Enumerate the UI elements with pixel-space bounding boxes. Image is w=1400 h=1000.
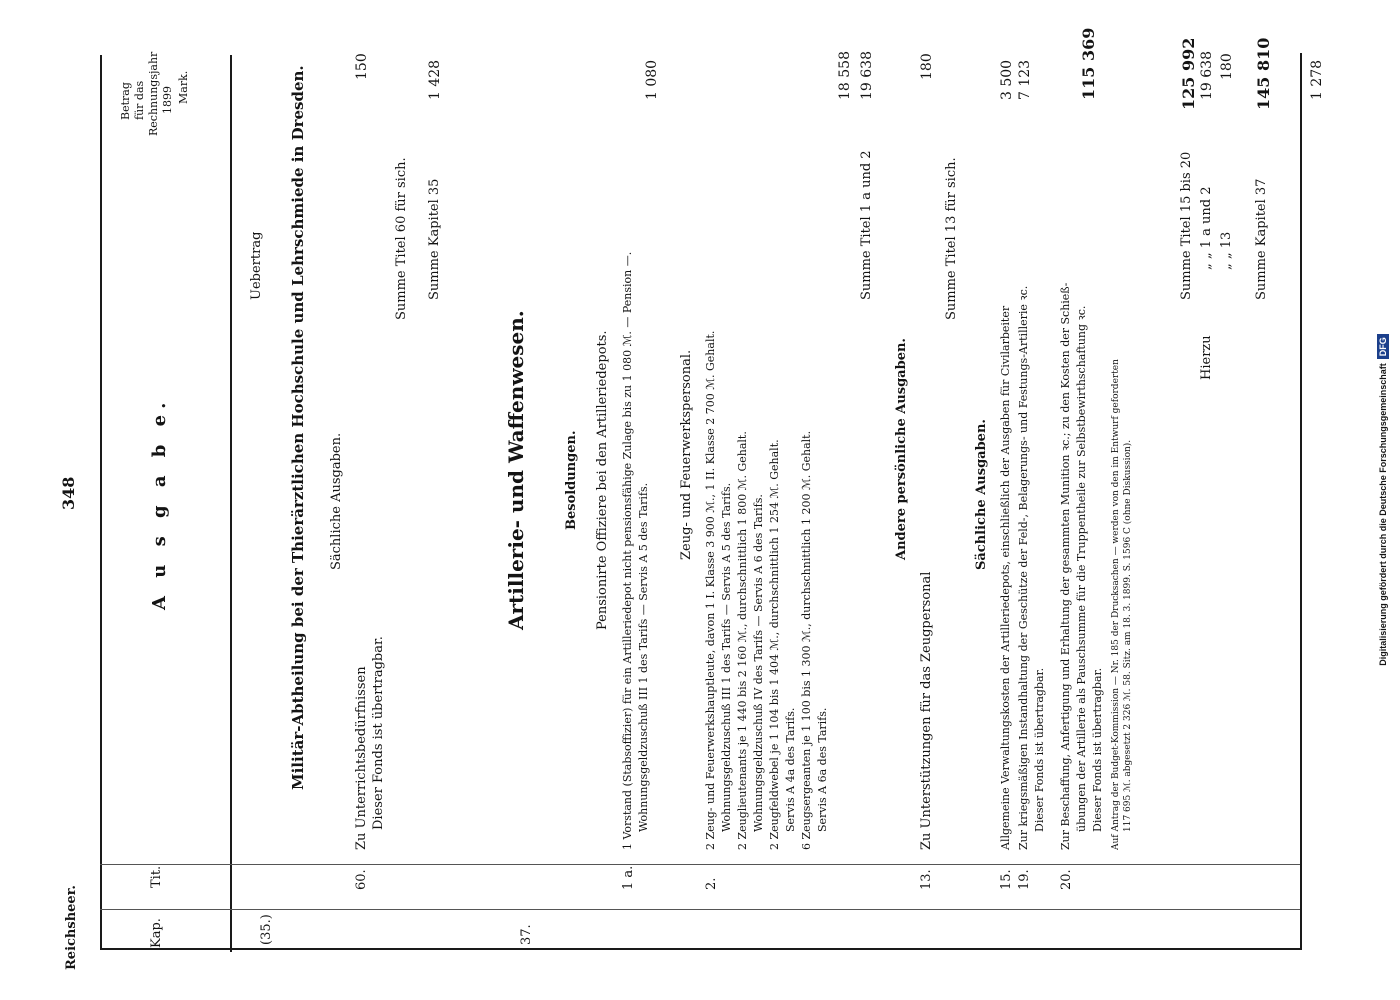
military-heading: Militär-Abtheilung bei der Thierärztlichen Hochschule und Lehrschmiede in Dresden. — [289, 65, 307, 790]
tit-2-line: Wohnungsgeldzuschuß III 1 des Tarifs — Servis A 5 des Tarifs. — [720, 482, 733, 832]
tit-2-line: Servis A 4a des Tarifs. — [784, 707, 797, 832]
summe-titel-15-20: Summe Titel 15 bis 20 — [1179, 151, 1194, 300]
summe-titel-1a-2: Summe Titel 1 a und 2 — [859, 150, 874, 300]
summe-kapitel-37: Summe Kapitel 37 — [1254, 178, 1269, 300]
tit-1a-line: Wohnungsgeldzuschuß III 1 des Tarifs — Servis A 5 des Tarifs. — [637, 482, 650, 832]
header-rule-top — [100, 55, 102, 950]
digitization-footer — [1366, 0, 1400, 1000]
tit-2-line: 2 Zeug- und Feuerwerkshauptleute, davon 1 I. Klasse 3 900 ℳ., 1 II. Klasse 2 700 ℳ. Gehalt. — [704, 330, 717, 850]
tit-1a-line: 1 Vorstand (Stabsoffizier) für ein Artilleriedepot nicht pensionsfähige Zulage bis zu 1 080 ℳ. — Pension —. — [621, 251, 634, 850]
tit-2-line: Wohnungsgeldzuschuß IV des Tarifs — Servis A 6 des Tarifs. — [752, 494, 765, 832]
kap-37-label: 37. — [519, 924, 534, 945]
header-rule — [230, 55, 232, 952]
tit-2: 2. — [704, 877, 719, 890]
column-header-tit: Tit. — [149, 865, 164, 888]
tit-15-value: 3 500 — [999, 59, 1015, 100]
tit-2-line: 6 Zeugsergeanten je 1 100 bis 1 300 ℳ., durchschnittlich 1 200 ℳ. Gehalt. — [800, 430, 813, 850]
amount-header-line: Rechnungsjahr — [147, 51, 160, 136]
tit-20-line: Zur Beschaffung, Anfertigung und Erhaltung der gesammten Munition ꝛc.; zu den Kosten der Schieß- — [1059, 282, 1072, 850]
kap-column-rule — [100, 909, 1300, 910]
main-title: A u s g a b e. — [149, 396, 170, 610]
hierzu-label: Hierzu — [1199, 335, 1214, 380]
tit-1a: 1 a. — [621, 865, 636, 890]
tit-19-text: Zur kriegsmäßigen Instandhaltung der Geschütze der Feld-, Belagerungs- und Festungs-Artillerie ꝛc. — [1017, 285, 1030, 850]
tit-19-note: Dieser Fonds ist übertragbar. — [1033, 667, 1046, 832]
summe-titel-1a-2-value: 19 638 — [859, 51, 875, 100]
tit-19-value: 7 123 — [1017, 59, 1033, 100]
summe-kapitel-35-value: 1 428 — [427, 59, 443, 100]
tit-2-line: Servis A 6a des Tarifs. — [816, 707, 829, 832]
amount-header-line: 1899 — [161, 86, 174, 114]
tit-60: 60. — [354, 869, 369, 890]
artillerie-heading: Artillerie- und Waffenwesen. — [504, 310, 528, 630]
kap-35-label: (35.) — [259, 914, 274, 945]
section-header: Reichsheer. — [64, 885, 79, 970]
summe-titel-13: Summe Titel 13 für sich. — [944, 157, 959, 320]
hierzu-13-label: „ „ 13 — [1219, 231, 1234, 270]
tit-60-text: Zu Unterrichtsbedürfnissen — [354, 666, 369, 850]
tit-15: 15. — [999, 869, 1014, 890]
summe-titel-60: Summe Titel 60 für sich. — [394, 157, 409, 320]
tit-20-line: Dieser Fonds ist übertragbar. — [1091, 667, 1104, 832]
uebertrag-value: 1 278 — [1309, 59, 1325, 100]
amount-unit: Mark. — [177, 70, 190, 104]
page-number: 348 — [59, 476, 78, 510]
andere-ausgaben-heading: Andere persönliche Ausgaben. — [894, 338, 909, 560]
zeug-personal-heading: Zeug- und Feuerwerkspersonal. — [679, 349, 694, 560]
tit-2-value: 18 558 — [837, 51, 853, 100]
tit-20: 20. — [1059, 869, 1074, 890]
antrag-line: 117 695 ℳ. abgesetzt 2 326 ℳ. 58. Sitz. am 18. 3. 1899. S. 1596 C (ohne Diskussion). — [1123, 439, 1133, 832]
besoldungen-heading: Besoldungen. — [564, 430, 579, 530]
tit-15-text: Allgemeine Verwaltungskosten der Artilleriedepots, einschließlich der Ausgaben für Civilarbeiter — [999, 305, 1012, 850]
amount-column-rule — [1300, 53, 1302, 950]
hierzu-1a-2-label: „ „ 1 a und 2 — [1199, 186, 1214, 270]
tit-60-note: Dieser Fonds ist übertragbar. — [371, 636, 386, 830]
tit-13-text: Zu Unterstützungen für das Zeugpersonal — [919, 571, 934, 850]
summe-titel-15-20-value: 125 992 — [1179, 37, 1198, 110]
amount-header-line: Betrag — [119, 82, 132, 120]
antrag-line: Auf Antrag der Budget-Kommission — Nr. 185 der Drucksachen — werden von den im Entwurf geforderten — [1111, 359, 1121, 850]
tit-20-line: übungen der Artillerie als Pauschsumme für die Truppentheile zur Selbstbewirthschaftung ꝛc. — [1075, 305, 1088, 832]
saechliche-heading-1: Sächliche Ausgaben. — [329, 432, 344, 570]
hierzu-1a-2-value: 19 638 — [1199, 51, 1215, 100]
saechliche-heading-2: Sächliche Ausgaben. — [974, 419, 989, 570]
amount-header-line: für das — [133, 80, 146, 120]
digitization-note: Digitalisierung gefördert durch die Deutsche Forschungsgemeinschaft — [1378, 363, 1388, 666]
tit-2-line: 2 Zeugfeldwebel je 1 104 bis 1 404 ℳ., durchschnittlich 1 254 ℳ. Gehalt. — [768, 439, 781, 850]
tit-2-line: 2 Zeuglieutenants je 1 440 bis 2 160 ℳ., durchschnittlich 1 800 ℳ. Gehalt. — [736, 431, 749, 850]
tit-60-value: 150 — [354, 53, 370, 80]
left-rule — [100, 948, 1300, 950]
summe-kapitel-35: Summe Kapitel 35 — [427, 178, 442, 300]
tit-13-value: 180 — [919, 53, 935, 80]
tit-13: 13. — [919, 869, 934, 890]
hierzu-13-value: 180 — [1219, 53, 1235, 80]
uebertrag-label: Uebertrag — [249, 231, 264, 300]
summe-kapitel-37-value: 145 810 — [1254, 37, 1273, 110]
tit-19: 19. — [1017, 869, 1032, 890]
tit-1a-value: 1 080 — [644, 59, 660, 100]
pensionierte-offiziere-heading: Pensionirte Offiziere bei den Artilleriedepots. — [595, 330, 610, 630]
tit-20-value: 115 369 — [1079, 27, 1098, 100]
column-header-kap: Kap. — [149, 918, 164, 948]
dfg-badge: DFG — [1377, 334, 1389, 359]
tit-column-rule — [100, 864, 1300, 865]
